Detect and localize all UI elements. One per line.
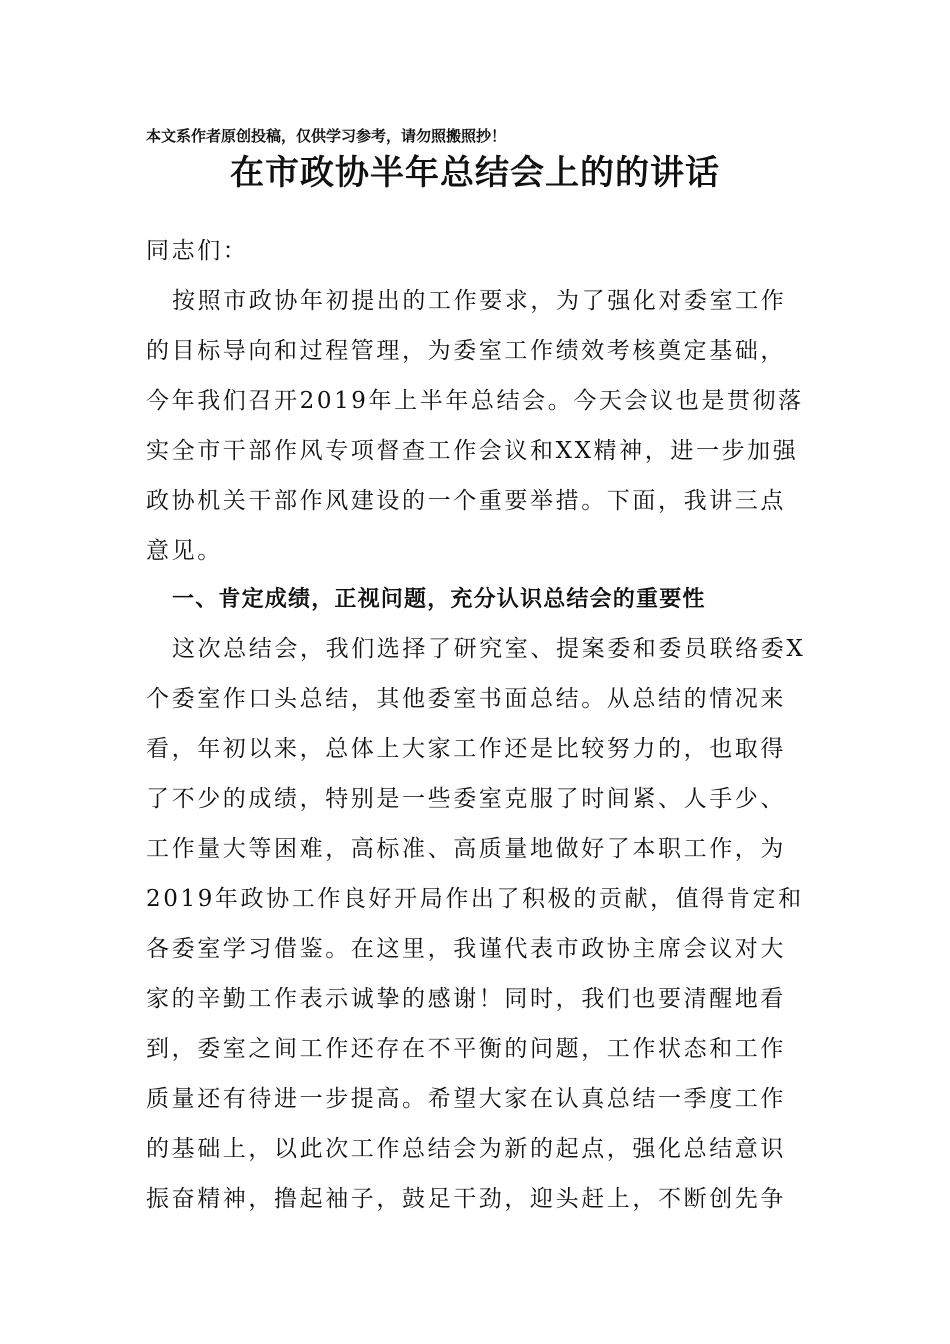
paragraph-line: 2019年政协工作良好开局作出了积极的贡献，值得肯定和: [146, 886, 804, 912]
paragraph-line: 的基础上，以此次工作总结会为新的起点，强化总结意识: [146, 1136, 786, 1162]
paragraph-line: 家的辛勤工作表示诚挚的感谢！同时，我们也要清醒地看: [146, 986, 786, 1012]
paragraph-line: 实全市干部作风专项督查工作会议和XX精神，进一步加强: [146, 438, 799, 464]
paragraph-line: 这次总结会，我们选择了研究室、提案委和委员联络委X: [172, 636, 806, 662]
paragraph-2: [146, 624, 806, 1224]
paragraph-line: 质量还有待进一步提高。希望大家在认真总结一季度工作: [146, 1086, 786, 1112]
paragraph-line: 振奋精神，撸起袖子，鼓足干劲，迎头赶上，不断创先争: [146, 1186, 786, 1212]
paragraph-1: [146, 276, 806, 576]
paragraph-line: 看，年初以来，总体上大家工作还是比较努力的，也取得: [146, 736, 786, 762]
paragraph-line: 了不少的成绩，特别是一些委室克服了时间紧、人手少、: [146, 786, 786, 812]
paragraph-line: 工作量大等困难，高标准、高质量地做好了本职工作，为: [146, 836, 786, 862]
paragraph-line: 的目标导向和过程管理，为委室工作绩效考核奠定基础，: [146, 338, 786, 364]
greeting-line: 同志们：: [146, 238, 249, 264]
paragraph-line: 个委室作口头总结，其他委室书面总结。从总结的情况来: [146, 686, 786, 712]
paragraph-line: 按照市政协年初提出的工作要求，为了强化对委室工作: [172, 288, 787, 314]
paragraph-line: 意见。: [146, 538, 223, 564]
paragraph-line: 各委室学习借鉴。在这里，我谨代表市政协主席会议对大: [146, 936, 786, 962]
paragraph-line: 政协机关干部作风建设的一个重要举措。下面，我讲三点: [146, 488, 786, 514]
paragraph-line: 到，委室之间工作还存在不平衡的问题，工作状态和工作: [146, 1036, 786, 1062]
copyright-notice: 本文系作者原创投稿，仅供学习参考，请勿照搬照抄！: [146, 127, 507, 145]
document-title: 在市政协半年总结会上的的讲话: [230, 153, 720, 193]
paragraph-line: 今年我们召开2019年上半年总结会。今天会议也是贯彻落: [146, 388, 804, 414]
greeting: [146, 226, 806, 276]
section-heading-1: 一、肯定成绩，正视问题，充分认识总结会的重要性: [172, 587, 706, 612]
